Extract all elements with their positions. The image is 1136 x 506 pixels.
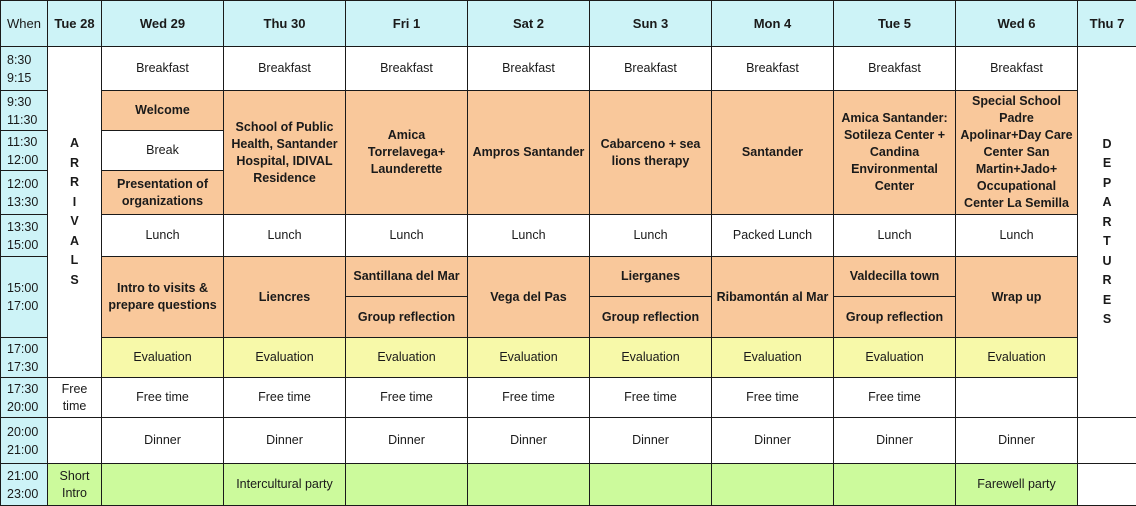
breakfast-cell: Breakfast [346, 47, 468, 91]
arrivals-letter: V [51, 212, 98, 232]
departures-letter: A [1081, 193, 1133, 213]
row-breakfast [1, 47, 1136, 91]
dinner-cell: Dinner [712, 418, 834, 464]
time-cell [1, 338, 48, 378]
departures-letter: T [1081, 232, 1133, 252]
breakfast-cell: Breakfast [712, 47, 834, 91]
lunch-cell: Lunch [956, 215, 1078, 257]
dinner-cell: Dinner [346, 418, 468, 464]
arrivals-letter: A [51, 134, 98, 154]
header-day: Wed 6 [956, 1, 1078, 47]
time-start: 9:30 [7, 93, 44, 111]
evaluation-cell: Evaluation [834, 338, 956, 378]
activity-cell: Valdecilla town [834, 257, 956, 297]
header-when: When [1, 1, 48, 47]
activity-cell: Welcome [102, 91, 224, 131]
evaluation-cell: Evaluation [956, 338, 1078, 378]
departures-letter: D [1081, 135, 1133, 155]
time-start: 13:30 [7, 218, 44, 236]
free-time-cell: Free time [102, 378, 224, 418]
time-end: 20:00 [7, 398, 44, 416]
header-day: Thu 7 [1078, 1, 1136, 47]
row-dinner [1, 418, 1136, 464]
time-cell [1, 418, 48, 464]
breakfast-cell: Breakfast [834, 47, 956, 91]
row-morning-1 [1, 91, 1136, 131]
evening-cell: Farewell party [956, 464, 1078, 506]
evaluation-cell: Evaluation [224, 338, 346, 378]
activity-cell: Santillana del Mar [346, 257, 468, 297]
free-time-cell: Free time [224, 378, 346, 418]
time-cell [1, 378, 48, 418]
departures-letter: E [1081, 154, 1133, 174]
time-end: 21:00 [7, 441, 44, 459]
time-start: 21:00 [7, 467, 44, 485]
time-end: 17:30 [7, 358, 44, 376]
arrivals-letter: R [51, 154, 98, 174]
evaluation-cell: Evaluation [102, 338, 224, 378]
header-day: Thu 30 [224, 1, 346, 47]
row-afternoon-1 [1, 257, 1136, 297]
arrivals-letter: A [51, 232, 98, 252]
evaluation-cell: Evaluation [590, 338, 712, 378]
header-day: Tue 5 [834, 1, 956, 47]
header-day: Wed 29 [102, 1, 224, 47]
time-end: 23:00 [7, 485, 44, 503]
group-reflection-cell: Group reflection [346, 297, 468, 338]
time-cell [1, 171, 48, 215]
time-cell [1, 215, 48, 257]
row-free-time [1, 378, 1136, 418]
time-cell [1, 131, 48, 171]
activity-cell: Liencres [224, 257, 346, 338]
breakfast-cell: Breakfast [590, 47, 712, 91]
evaluation-cell: Evaluation [346, 338, 468, 378]
departures-letter: R [1081, 213, 1133, 233]
free-time-cell: Free time [468, 378, 590, 418]
time-end: 13:30 [7, 193, 44, 211]
time-start: 8:30 [7, 51, 44, 69]
evaluation-cell: Evaluation [712, 338, 834, 378]
activity-cell: Santander [712, 91, 834, 215]
breakfast-cell: Breakfast [224, 47, 346, 91]
dinner-cell: Dinner [956, 418, 1078, 464]
group-reflection-cell: Group reflection [834, 297, 956, 338]
activity-cell: Cabarceno + sea lions therapy [590, 91, 712, 215]
evening-cell [834, 464, 956, 506]
lunch-cell: Lunch [590, 215, 712, 257]
lunch-cell: Lunch [224, 215, 346, 257]
activity-cell: Vega del Pas [468, 257, 590, 338]
dinner-cell: Dinner [468, 418, 590, 464]
header-day: Mon 4 [712, 1, 834, 47]
short-intro-cell: Short Intro [48, 464, 102, 506]
evening-cell [346, 464, 468, 506]
free-time-cell: Free time [834, 378, 956, 418]
free-time-cell: Free time [712, 378, 834, 418]
evaluation-cell: Evaluation [468, 338, 590, 378]
activity-cell: Amica Santander: Sotileza Center + Candina Environmental Center [834, 91, 956, 215]
time-start: 11:30 [7, 133, 44, 151]
activity-cell: Presentation of organizations [102, 171, 224, 215]
dinner-cell: Dinner [590, 418, 712, 464]
lunch-cell: Lunch [468, 215, 590, 257]
departures-letter: S [1081, 310, 1133, 330]
activity-cell: Wrap up [956, 257, 1078, 338]
activity-cell: Amica Torrelavega+ Launderette [346, 91, 468, 215]
arrivals-letter: S [51, 271, 98, 291]
activity-cell: Ampros Santander [468, 91, 590, 215]
arrivals-blank-cell [48, 418, 102, 464]
breakfast-cell: Breakfast [102, 47, 224, 91]
free-time-cell: Free time [48, 378, 102, 418]
evening-cell: Intercultural party [224, 464, 346, 506]
lunch-cell: Lunch [346, 215, 468, 257]
header-day: Tue 28 [48, 1, 102, 47]
evening-cell [590, 464, 712, 506]
arrivals-letter: I [51, 193, 98, 213]
time-start: 20:00 [7, 423, 44, 441]
time-start: 17:30 [7, 380, 44, 398]
time-end: 15:00 [7, 236, 44, 254]
departures-letter: R [1081, 271, 1133, 291]
dinner-cell: Dinner [224, 418, 346, 464]
departures-letter: P [1081, 174, 1133, 194]
time-start: 17:00 [7, 340, 44, 358]
activity-cell: Intro to visits & prepare questions [102, 257, 224, 338]
evening-cell [102, 464, 224, 506]
time-cell [1, 91, 48, 131]
departures-cell [1078, 47, 1136, 418]
activity-cell: School of Public Health, Santander Hospital, IDIVAL Residence [224, 91, 346, 215]
activity-cell: Lierganes [590, 257, 712, 297]
lunch-cell: Lunch [102, 215, 224, 257]
time-cell [1, 464, 48, 506]
time-start: 15:00 [7, 279, 44, 297]
header-row [1, 1, 1136, 47]
time-start: 12:00 [7, 175, 44, 193]
arrivals-cell [48, 47, 102, 378]
activity-cell: Special School Padre Apolinar+Day Care Center San Martin+Jado+ Occupational Center La Semilla [956, 91, 1078, 215]
evening-cell [712, 464, 834, 506]
time-end: 12:00 [7, 151, 44, 169]
row-lunch [1, 215, 1136, 257]
departures-letter: E [1081, 291, 1133, 311]
activity-cell: Ribamontán al Mar [712, 257, 834, 338]
time-end: 17:00 [7, 297, 44, 315]
lunch-cell: Lunch [834, 215, 956, 257]
time-end: 9:15 [7, 69, 44, 87]
time-cell [1, 257, 48, 338]
arrivals-letter: R [51, 173, 98, 193]
arrivals-letter: L [51, 251, 98, 271]
dinner-cell: Dinner [102, 418, 224, 464]
break-cell: Break [102, 131, 224, 171]
free-time-cell: Free time [346, 378, 468, 418]
departures-letter: U [1081, 252, 1133, 272]
dinner-cell: Dinner [834, 418, 956, 464]
row-evaluation [1, 338, 1136, 378]
header-day: Sun 3 [590, 1, 712, 47]
departures-blank-cell [1078, 464, 1136, 506]
group-reflection-cell: Group reflection [590, 297, 712, 338]
time-end: 11:30 [7, 111, 44, 129]
free-time-cell: Free time [590, 378, 712, 418]
header-day: Fri 1 [346, 1, 468, 47]
breakfast-cell: Breakfast [468, 47, 590, 91]
row-evening [1, 464, 1136, 506]
breakfast-cell: Breakfast [956, 47, 1078, 91]
time-cell [1, 47, 48, 91]
evening-cell [468, 464, 590, 506]
header-day: Sat 2 [468, 1, 590, 47]
lunch-cell: Packed Lunch [712, 215, 834, 257]
